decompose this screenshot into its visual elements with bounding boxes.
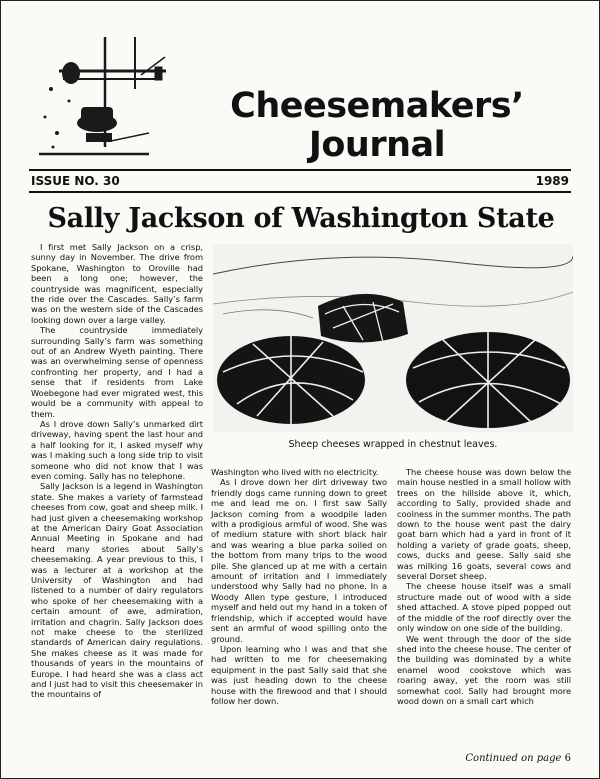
article-column-2 xyxy=(211,467,387,706)
issue-year: 1989 xyxy=(535,174,569,188)
masthead-line-2: Journal xyxy=(308,125,446,165)
photo-caption: Sheep cheeses wrapped in chestnut leaves. xyxy=(288,439,498,450)
article-headline: Sally Jackson of Washington State xyxy=(47,203,555,234)
paragraph: The countryside immediately surrounding Sally’s farm was something out of an Andrew Wyeth painting. There was an overwhelming sense of openness confronting her property, and I had a sense that if residents from Lake Woebegone had ever migrated west, this would be a community with appeal to them. xyxy=(31,325,203,419)
journal-masthead xyxy=(197,87,557,165)
continued-page-number: 6 xyxy=(564,753,571,764)
issue-number: ISSUE NO. 30 xyxy=(31,174,120,188)
bottom-rule xyxy=(29,191,571,193)
continued-label: Continued on page xyxy=(465,753,562,764)
paragraph: Washington who lived with no electricity. xyxy=(211,467,379,477)
sheep-cheeses-photo xyxy=(213,244,573,432)
paragraph: As I drove down Sally’s unmarked dirt driveway, having spent the last hour and a half looking for it, I asked myself why was I making such a long side trip to visit someone who did not know that I was even coming. Sally has no telephone. xyxy=(31,418,203,481)
paragraph: As I drove down her dirt driveway two friendly dogs came running down to greet me and lead me on. I first saw Sally Jackson coming from a woodpile laden with a prodigious armful of wood. She was of medium stature with short black hair and was wearing a blue parka soiled on the bottom from many trips to the wood pile. She glanced up at me with a certain amount of irritation and I immediately understood why Sally had no phone. In a Woody Allen type gesture, I introduced myself and held out my hand in a token of friendship, which if accepted would have sent an armful of wood spilling onto the ground. xyxy=(211,477,387,644)
top-rule xyxy=(29,169,571,171)
article-column-3 xyxy=(397,467,571,706)
masthead-line-1: Cheesemakers’ xyxy=(230,86,524,126)
paragraph: We went through the door of the side shed into the cheese house. The center of the building was dominated by a white enamel wood cookstove which was roaring away, yet the room was still somewhat cool. Sally had brought more wood down on a small cart which xyxy=(397,633,571,706)
continued-notice xyxy=(465,753,571,765)
paragraph: The cheese house itself was a small structure made out of wood with a side shed attached. A stove piped popped out of the middle of the roof directly over the only window on one side of the building. xyxy=(397,581,571,634)
cheese-press-illustration xyxy=(31,29,181,164)
paragraph: Sally Jackson is a legend in Washington state. She makes a variety of farmstead cheeses from cow, goat and sheep milk. I had just given a cheesemaking workshop at the American Dairy Goat Association Annual Meeting in Spokane and had heard many stories about Sally’s cheesemaking. A year previous to this, I was a lecturer at a workshop at the University of Washington and had listened to a number of dairy regulators who spoke of her cheesemaking with a certain amount of awe, admiration, irritation and chagrin. Sally Jackson does not make cheese to the sterilized standards of American dairy regulations. She makes cheese as it was made for thousands of years in the mountains of Europe. I had heard she was a class act and I just had to visit this cheesemaker in the mountains of xyxy=(31,481,203,700)
paragraph: Upon learning who I was and that she had written to me for cheesemaking equipment in the past Sally said that she was just heading down to the cheese house with the firewood and that I should follow her down. xyxy=(211,643,387,706)
article-column-1 xyxy=(31,242,203,700)
paragraph: I first met Sally Jackson on a crisp, sunny day in November. The drive from Spokane, Washington to Oroville had been a long one; however, the countryside was magnificent, especially the ride over the Cascades. Sally’s farm was on the western side of the Cascades looking down over a large valley. xyxy=(31,242,203,325)
paragraph: The cheese house was down below the main house nestled in a small hollow with trees on the hillside above it, which, according to Sally, provided shade and coolness in the summer months. The path down to the house went past the dairy goat barn which had a yard in front of it holding a variety of grade goats, sheep, cows, ducks and geese. Sally said she was milking 16 goats, several cows and several Dorset sheep. xyxy=(397,467,571,582)
